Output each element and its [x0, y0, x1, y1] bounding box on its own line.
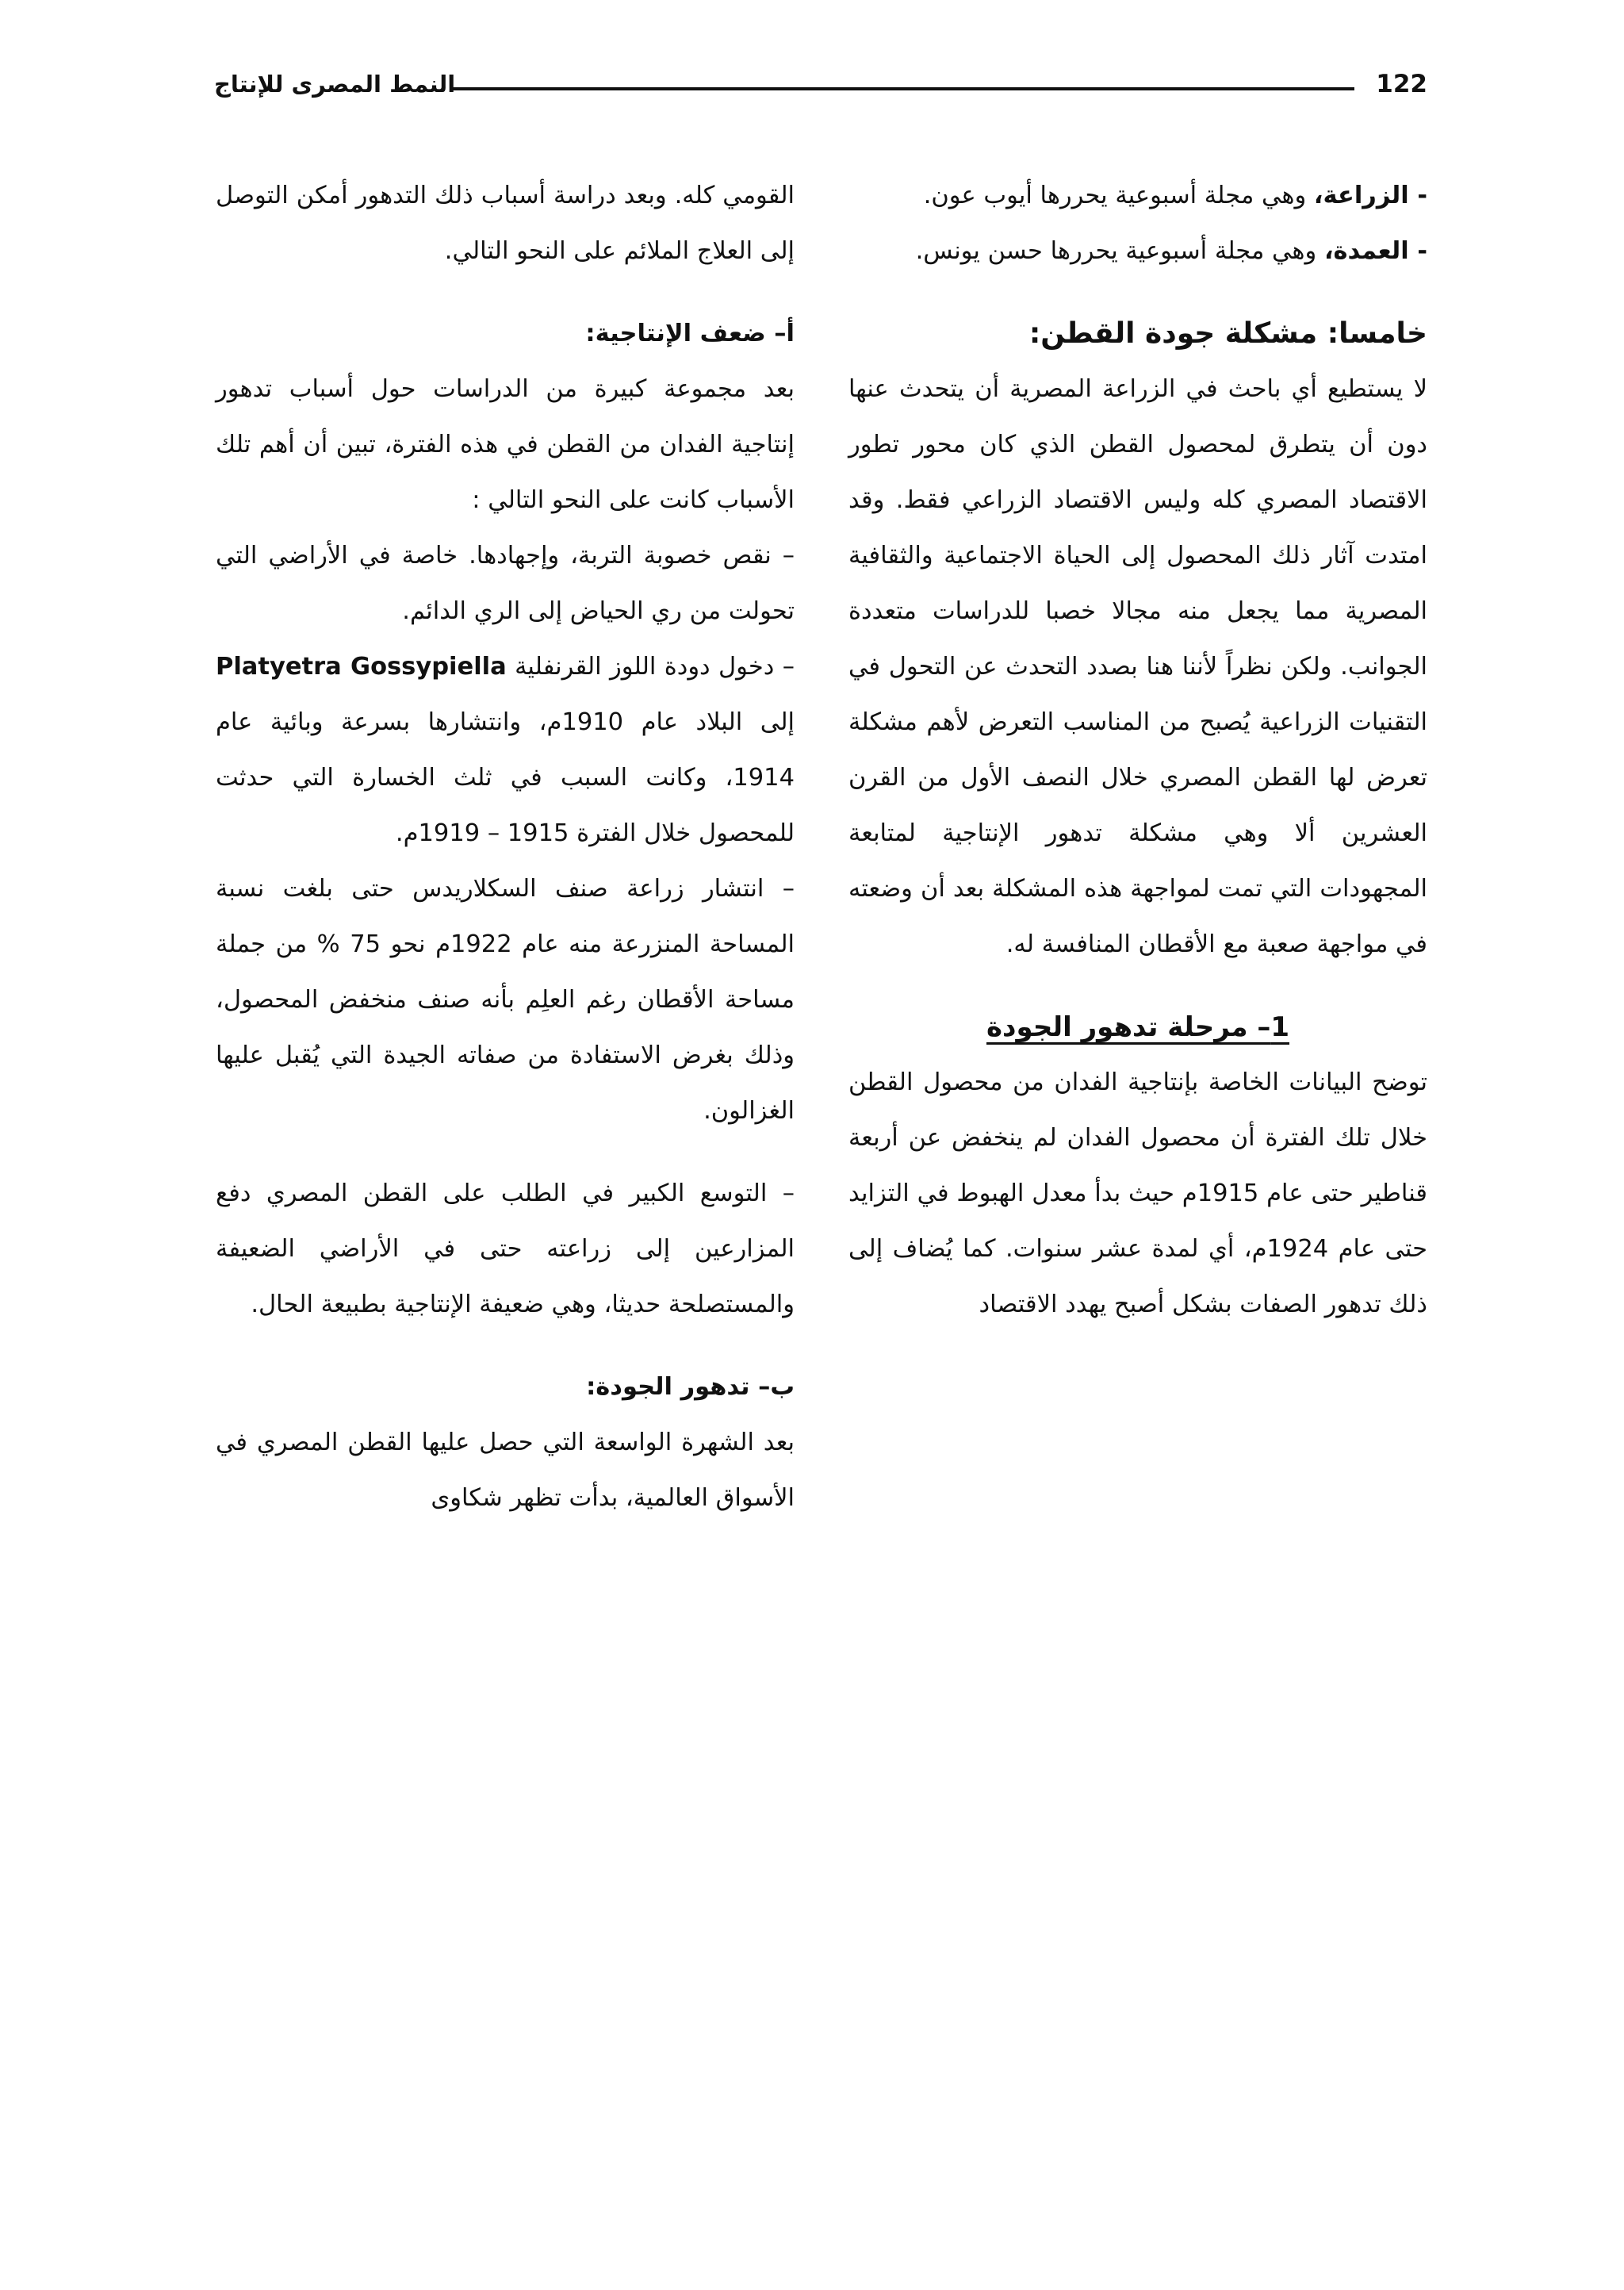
subsection-title: 1– مرحلة تدهور الجودة — [986, 1011, 1290, 1043]
spacer — [848, 279, 1427, 306]
text-omda: وهي مجلة أسبوعية يحررها حسن يونس. — [915, 237, 1324, 265]
section-paragraph: لا يستطيع أي باحث في الزراعة المصرية أن يتحدث عنها دون أن يتطرق لمحصول القطن الذي كان محور تطور الاقتصاد المصري كله وليس الاقتصاد الزراعي فقط. وقد امتدت آثار ذلك المحصول إلى الحياة الاجتماعية والثقافية المصرية مما يجعل منه مجالا خصبا للدراسات متعددة الجوانب. ولكن نظراً لأننا هنا بصدد التحدث عن التحول في التقنيات الزراعية يُصبح من المناسب التعرض لأهم مشكلة تعرض لها القطن المصري خلال النصف الأول من القرن العشرين ألا وهي مشكلة تدهور الإنتاجية لمتابعة المجهودات التي تمت لمواجهة هذه المشكلة بعد أن وضعته في مواجهة صعبة مع الأقطان المنافسة له. — [848, 375, 1427, 958]
text-zeraa: وهي مجلة أسبوعية يحررها أيوب عون. — [923, 182, 1314, 209]
right-column — [848, 168, 1427, 1333]
running-title: النمط المصرى للإنتاج — [214, 71, 456, 98]
spacer — [216, 279, 795, 306]
cause-soil-fertility: – نقص خصوبة التربة، وإجهادها. خاصة في الأراضي التي تحولت من ري الحياض إلى الري الدائم. — [216, 542, 795, 625]
term-omda: - العمدة، — [1323, 237, 1427, 265]
cause-2-suffix: إلى البلاد عام 1910م، وانتشارها بسرعة وبائية عام 1914، وكانت السبب في ثلث الخسارة التي حدثت للمحصول خلال الفترة 1915 – 1919م. — [216, 708, 795, 847]
heading-quality-decline: ب– تدهور الجودة: — [586, 1373, 795, 1401]
heading-weak-productivity: أ– ضعف الإنتاجية: — [585, 320, 795, 347]
section-title: خامسا: مشكلة جودة القطن: — [1028, 317, 1427, 350]
left-column — [216, 168, 795, 1526]
page-header — [214, 68, 1427, 100]
term-zeraa: - الزراعة، — [1313, 182, 1427, 209]
intro-paragraph: القومي كله. وبعد دراسة أسباب ذلك التدهور أمكن التوصل إلى العلاج الملائم على النحو التالي. — [216, 182, 795, 265]
paragraph-quality-decline: بعد الشهرة الواسعة التي حصل عليها القطن المصري في الأسواق العالمية، بدأت تظهر شكاوى — [216, 1429, 795, 1512]
cause-sakellaridis: – انتشار زراعة صنف السكلاريدس حتى بلغت نسبة المساحة المنزرعة منه عام 1922م نحو 75 % من جملة مساحة الأقطان رغم العلِم بأنه صنف منخفض المحصول، وذلك بغرض الاستفادة من صفاته الجيدة التي يُقبل عليها الغزالون. — [216, 875, 795, 1125]
page-number: 122 — [1376, 70, 1427, 98]
spacer — [216, 1139, 795, 1166]
spacer — [216, 1333, 795, 1360]
cause-expansion: – التوسع الكبير في الطلب على القطن المصري دفع المزارعين إلى زراعته حتى في الأراضي الضعيفة والمستصلحة حديثا، وهي ضعيفة الإنتاجية بطبيعة الحال. — [216, 1180, 795, 1318]
latin-species-name: Platyetra Gossypiella — [216, 653, 507, 681]
cause-2-prefix: – دخول دودة اللوز القرنفلية — [506, 653, 795, 681]
spacer — [848, 972, 1427, 999]
header-rule — [452, 87, 1354, 90]
paragraph-weak-productivity: بعد مجموعة كبيرة من الدراسات حول أسباب تدهور إنتاجية الفدان من القطن في هذه الفترة، تبين أن أهم تلك الأسباب كانت على النحو التالي : — [216, 375, 795, 514]
list-item-omda — [848, 224, 1427, 279]
cause-pink-bollworm — [216, 639, 795, 861]
list-item-zeraa — [848, 168, 1427, 224]
subsection-paragraph: توضح البيانات الخاصة بإنتاجية الفدان من محصول القطن خلال تلك الفترة أن محصول الفدان لم ينخفض عن أربعة قناطير حتى عام 1915م حيث بدأ معدل الهبوط في التزايد حتى عام 1924م، أي لمدة عشر سنوات. كما يُضاف إلى ذلك تدهور الصفات بشكل أصبح يهدد الاقتصاد — [848, 1068, 1427, 1318]
